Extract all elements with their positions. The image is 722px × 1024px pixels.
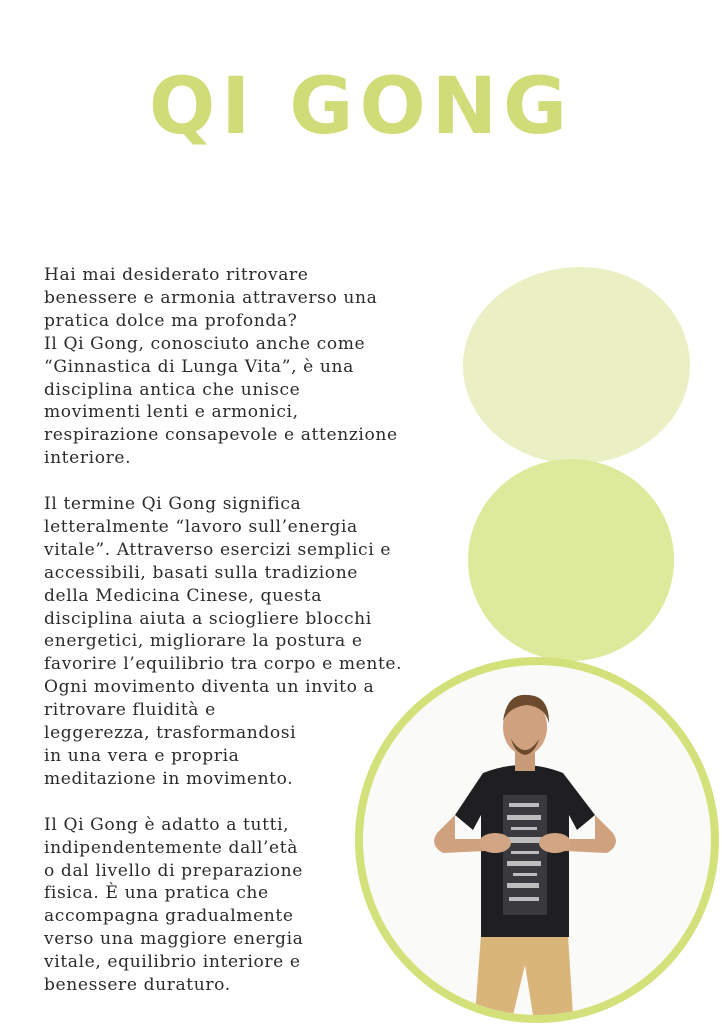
page-title: QI GONG <box>148 62 574 152</box>
body-text <box>44 264 474 1020</box>
paragraph-intro: Hai mai desiderato ritrovare benessere e armonia attraverso una pratica dolce ma profonda? Il Qi Gong, conosciuto anche come “Ginnastica di Lunga Vita”, è una disciplina antica che unisce movimenti lenti e armonici, respirazione consapevole e attenzione interiore. <box>44 265 398 469</box>
decorative-circle-top <box>463 267 690 464</box>
paragraph-audience: Il Qi Gong è adatto a tutti, indipendentemente dall’età o dal livello di preparazione fisica. È una pratica che accompagna gradualmente verso una maggiore energia vitale, equilibrio interiore e benessere duraturo. <box>44 814 304 996</box>
decorative-circle-middle <box>468 459 674 661</box>
paragraph-meaning: Il termine Qi Gong significa letteralmente “lavoro sull’energia vitale”. Attraverso esercizi semplici e accessibili, basati sulla tradizione della Medicina Cinese, questa disciplina aiuta a sciogliere blocchi energetici, migliorare la postura e favorire l’equilibrio tra corpo e mente. Ogni movimento diventa un invito a ritrovare fluidità e leggerezza, trasformandosi in una vera e propria meditazione in movimento. <box>44 494 403 789</box>
